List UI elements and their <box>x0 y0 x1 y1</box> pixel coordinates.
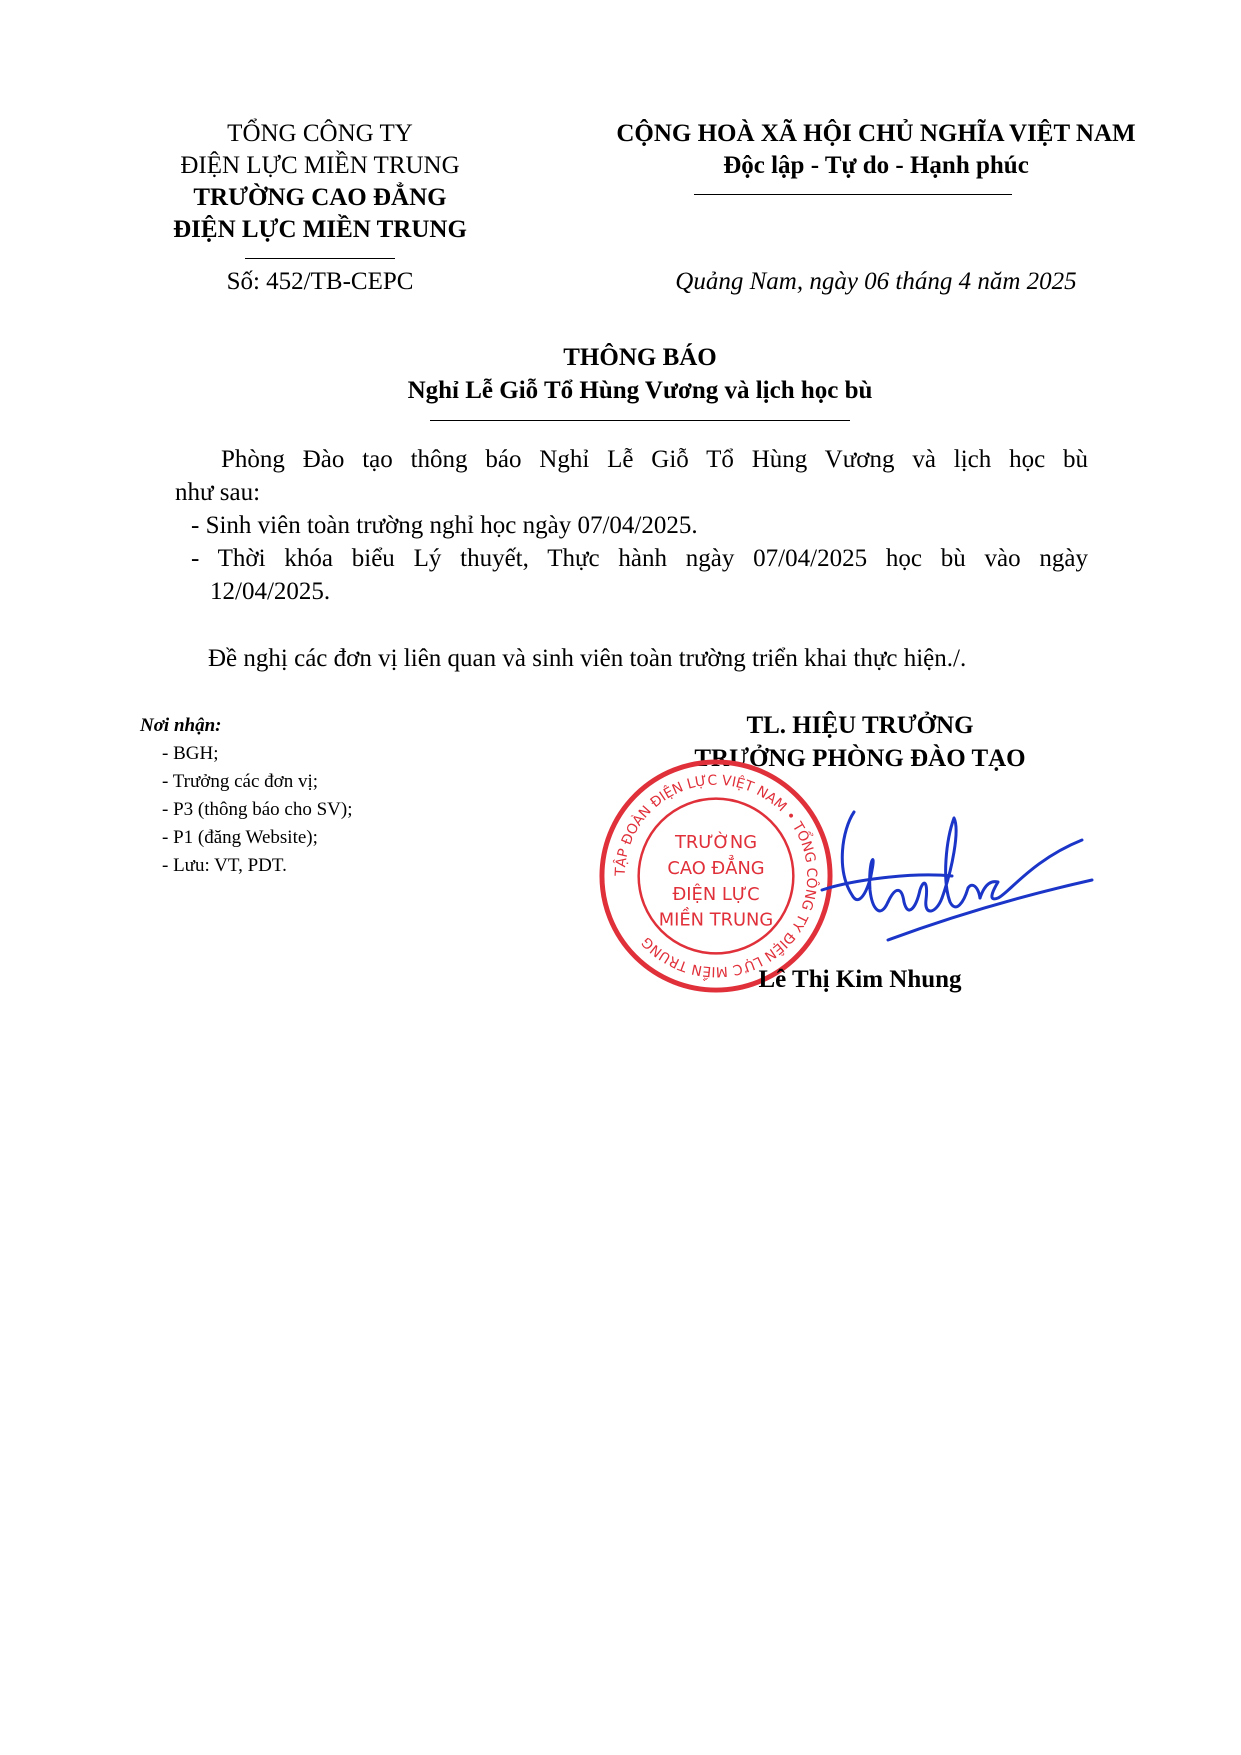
seal-line-3: ĐIỆN LỰC <box>672 883 760 905</box>
recipients-heading: Nơi nhận: <box>140 715 222 736</box>
recipient-item: - Trưởng các đơn vị; <box>162 771 318 792</box>
recipients <box>140 712 540 880</box>
item-2-line-1: - Thời khóa biểu Lý thuyết, Thực hành ngày 07/04/2025 học bù vào ngày <box>191 545 1088 572</box>
title-underline <box>430 420 850 421</box>
body-content <box>175 443 1088 608</box>
nation-title: CỘNG HOÀ XÃ HỘI CHỦ NGHĨA VIỆT NAM <box>616 120 1136 147</box>
intro-line-1: Phòng Đào tạo thông báo Nghỉ Lễ Giỗ Tổ Hùng Vương và lịch học bù <box>221 446 1088 473</box>
closing-text: Đề nghị các đơn vị liên quan và sinh viên toàn trường triển khai thực hiện./. <box>208 645 967 672</box>
doc-title: THÔNG BÁO <box>563 344 717 371</box>
seal-line-2: CAO ĐẲNG <box>667 858 765 880</box>
recipient-item: - P3 (thông báo cho SV); <box>162 799 353 820</box>
intro-line-2: như sau: <box>175 479 261 506</box>
seal-ring-text: TẬP ĐOÀN ĐIỆN LỰC VIỆT NAM • TỔNG CÔNG TY ĐIỆN LỰC MIỀN TRUNG <box>612 772 820 980</box>
recipient-item: - P1 (đăng Website); <box>162 827 318 848</box>
org-line-parent: TỔNG CÔNG TY <box>227 120 413 147</box>
doc-number: Số: 452/TB-CEPC <box>226 268 414 295</box>
motto-underline <box>694 194 1012 195</box>
org-header <box>150 118 490 246</box>
org-line-parent-2: ĐIỆN LỰC MIỀN TRUNG <box>180 152 460 179</box>
handwritten-signature <box>792 790 1142 990</box>
doc-subtitle: Nghỉ Lễ Giỗ Tổ Hùng Vương và lịch học bù <box>407 377 873 404</box>
signer-name: Lê Thị Kim Nhung <box>758 966 962 993</box>
seal-line-1: TRƯỜNG <box>674 832 758 854</box>
item-1: - Sinh viên toàn trường nghỉ học ngày 07/04/2025. <box>191 512 698 539</box>
org-underline <box>245 258 395 259</box>
item-2-line-2: 12/04/2025. <box>210 578 331 605</box>
signature-title-2: TRƯỞNG PHÒNG ĐÀO TẠO <box>694 745 1026 772</box>
seal-line-4: MIỀN TRUNG <box>658 909 774 931</box>
nation-motto: Độc lập - Tự do - Hạnh phúc <box>723 152 1029 179</box>
signature-title-1: TL. HIỆU TRƯỞNG <box>746 712 974 739</box>
recipient-item: - Lưu: VT, PDT. <box>162 855 287 876</box>
recipient-item: - BGH; <box>162 743 219 764</box>
place-date: Quảng Nam, ngày 06 tháng 4 năm 2025 <box>675 268 1077 295</box>
org-line-school-2: ĐIỆN LỰC MIỀN TRUNG <box>173 216 467 243</box>
org-line-school: TRƯỜNG CAO ĐẲNG <box>193 184 447 211</box>
